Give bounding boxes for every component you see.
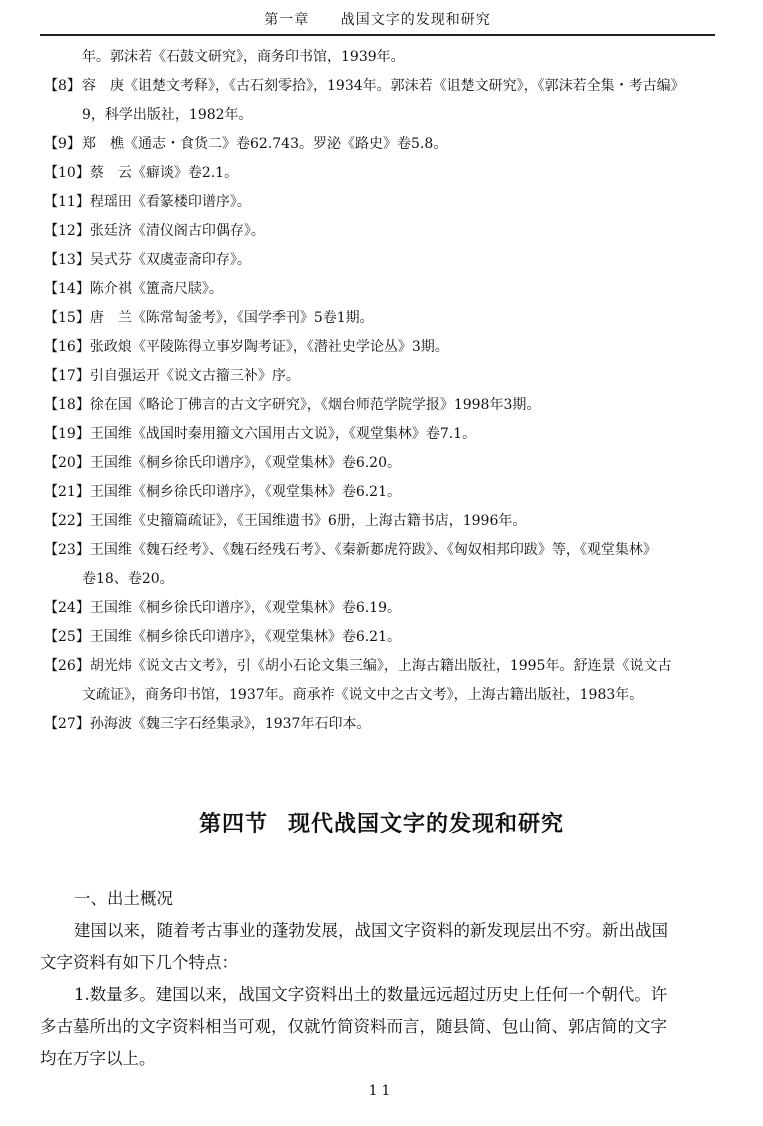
paragraph-2-line-1: 1.数量多。建国以来，战国文字资料出土的数量远远超过历史上任何一个朝代。许 bbox=[74, 985, 668, 1004]
reference-line bbox=[44, 623, 734, 652]
reference-line bbox=[44, 594, 734, 623]
reference-text: 王国维《桐乡徐氏印谱序》，《观堂集林》卷6.21。 bbox=[89, 629, 401, 645]
reference-line bbox=[44, 101, 734, 130]
reference-number: 【19】 bbox=[44, 426, 90, 442]
reference-text: 王国维《战国时秦用籀文六国用古文说》，《观堂集林》卷7.1。 bbox=[89, 426, 477, 442]
reference-text: 孙海波《魏三字石经集录》，1937年石印本。 bbox=[89, 716, 371, 732]
reference-line bbox=[44, 275, 734, 304]
reference-line bbox=[44, 246, 734, 275]
reference-text: 陈介祺《簠斋尺牍》。 bbox=[89, 281, 223, 297]
reference-text: 王国维《史籀篇疏证》，《王国维遗书》6册，上海古籍书店，1996年。 bbox=[89, 513, 527, 529]
reference-line bbox=[44, 536, 734, 565]
reference-text: 容 庚《诅楚文考释》，《古石刻零拾》，1934年。郭沫若《诅楚文研究》，《郭沫若全集・考古编》 bbox=[82, 78, 685, 94]
paragraph-1-line-1: 建国以来，随着考古事业的蓬勃发展，战国文字资料的新发现层出不穷。新出战国 bbox=[74, 921, 668, 940]
reference-line bbox=[44, 681, 734, 710]
reference-line bbox=[44, 391, 734, 420]
reference-text: 徐在国《略论丁佛言的古文字研究》，《烟台师范学院学报》1998年3期。 bbox=[89, 397, 541, 413]
reference-line bbox=[44, 710, 734, 739]
reference-number: 【24】 bbox=[44, 600, 90, 616]
reference-number: 【25】 bbox=[44, 629, 90, 645]
reference-line bbox=[44, 159, 734, 188]
reference-text: 9，科学出版社，1982年。 bbox=[82, 107, 253, 123]
chapter-title: 战国文字的发现和研究 bbox=[340, 12, 491, 28]
reference-number: 【14】 bbox=[44, 281, 90, 297]
reference-line bbox=[44, 507, 734, 536]
reference-line bbox=[44, 43, 734, 72]
reference-number: 【12】 bbox=[44, 223, 90, 239]
page-number: 11 bbox=[368, 1083, 395, 1099]
section-title: 现代战国文字的发现和研究 bbox=[288, 812, 565, 837]
reference-number: 【16】 bbox=[44, 339, 90, 355]
reference-text: 张廷济《清仪阁古印偶存》。 bbox=[89, 223, 265, 239]
reference-text: 引自强运开《说文古籀三补》序。 bbox=[89, 368, 300, 384]
reference-number: 【27】 bbox=[44, 716, 90, 732]
reference-text: 吴式芬《双虞壶斋印存》。 bbox=[89, 252, 251, 268]
reference-text: 王国维《桐乡徐氏印谱序》，《观堂集林》卷6.19。 bbox=[89, 600, 401, 616]
reference-number: 【9】 bbox=[44, 136, 81, 152]
reference-number: 【10】 bbox=[44, 165, 90, 181]
reference-text: 王国维《桐乡徐氏印谱序》，《观堂集林》卷6.20。 bbox=[89, 455, 401, 471]
reference-text: 程瑶田《看篆楼印谱序》。 bbox=[89, 194, 251, 210]
reference-text: 蔡 云《癖谈》卷2.1。 bbox=[89, 165, 239, 181]
reference-text: 王国维《魏石经考》、《魏石经残石考》、《秦新郪虎符跋》、《匈奴相邦印跋》等，《观堂集林》 bbox=[89, 542, 657, 558]
reference-text: 张政烺《平陵陈得立事岁陶考证》，《潜社史学论丛》3期。 bbox=[89, 339, 449, 355]
reference-line bbox=[44, 652, 734, 681]
reference-line bbox=[44, 565, 734, 594]
reference-text: 唐 兰《陈常匋釜考》，《国学季刊》5卷1期。 bbox=[89, 310, 374, 326]
paragraph-1-line-2: 文字资料有如下几个特点： bbox=[40, 953, 238, 972]
body-text bbox=[40, 883, 725, 1075]
reference-number: 【21】 bbox=[44, 484, 90, 500]
reference-line bbox=[44, 449, 734, 478]
reference-line bbox=[44, 130, 734, 159]
paragraph-2-line-2: 多古墓所出的文字资料相当可观，仅就竹简资料而言，随县简、包山简、郭店简的文字 bbox=[40, 1017, 667, 1036]
reference-number: 【23】 bbox=[44, 542, 90, 558]
reference-text: 王国维《桐乡徐氏印谱序》，《观堂集林》卷6.21。 bbox=[89, 484, 401, 500]
reference-number: 【26】 bbox=[44, 658, 90, 674]
paragraph-2-line-3: 均在万字以上。 bbox=[40, 1049, 156, 1068]
reference-text: 胡光炜《说文古文考》，引《胡小石论文集三编》，上海古籍出版社，1995年。舒连景《说文古 bbox=[89, 658, 672, 674]
reference-line bbox=[44, 217, 734, 246]
reference-line bbox=[44, 420, 734, 449]
section-heading bbox=[0, 807, 763, 838]
reference-line bbox=[44, 188, 734, 217]
section-number: 第四节 bbox=[198, 812, 268, 837]
chapter-label: 第一章 bbox=[264, 12, 310, 28]
reference-number: 【20】 bbox=[44, 455, 90, 471]
reference-number: 【22】 bbox=[44, 513, 90, 529]
reference-line bbox=[44, 304, 734, 333]
running-header bbox=[40, 0, 715, 36]
reference-number: 【11】 bbox=[44, 194, 90, 210]
reference-number: 【17】 bbox=[44, 368, 90, 384]
reference-list bbox=[44, 43, 734, 739]
reference-number: 【18】 bbox=[44, 397, 90, 413]
reference-line bbox=[44, 333, 734, 362]
reference-number: 【15】 bbox=[44, 310, 90, 326]
reference-text: 文疏证》，商务印书馆，1937年。商承祚《说文中之古文考》，上海古籍出版社，1983年。 bbox=[82, 687, 644, 703]
reference-text: 年。郭沫若《石鼓文研究》，商务印书馆，1939年。 bbox=[82, 49, 405, 65]
subheading: 一、出土概况 bbox=[74, 889, 173, 908]
reference-line bbox=[44, 362, 734, 391]
reference-line bbox=[44, 478, 734, 507]
reference-line bbox=[44, 72, 734, 101]
reference-number: 【13】 bbox=[44, 252, 90, 268]
reference-text: 卷18、卷20。 bbox=[82, 571, 174, 587]
reference-text: 郑 樵《通志・食货二》卷62.743。罗泌《路史》卷5.8。 bbox=[82, 136, 448, 152]
reference-number: 【8】 bbox=[44, 78, 81, 94]
